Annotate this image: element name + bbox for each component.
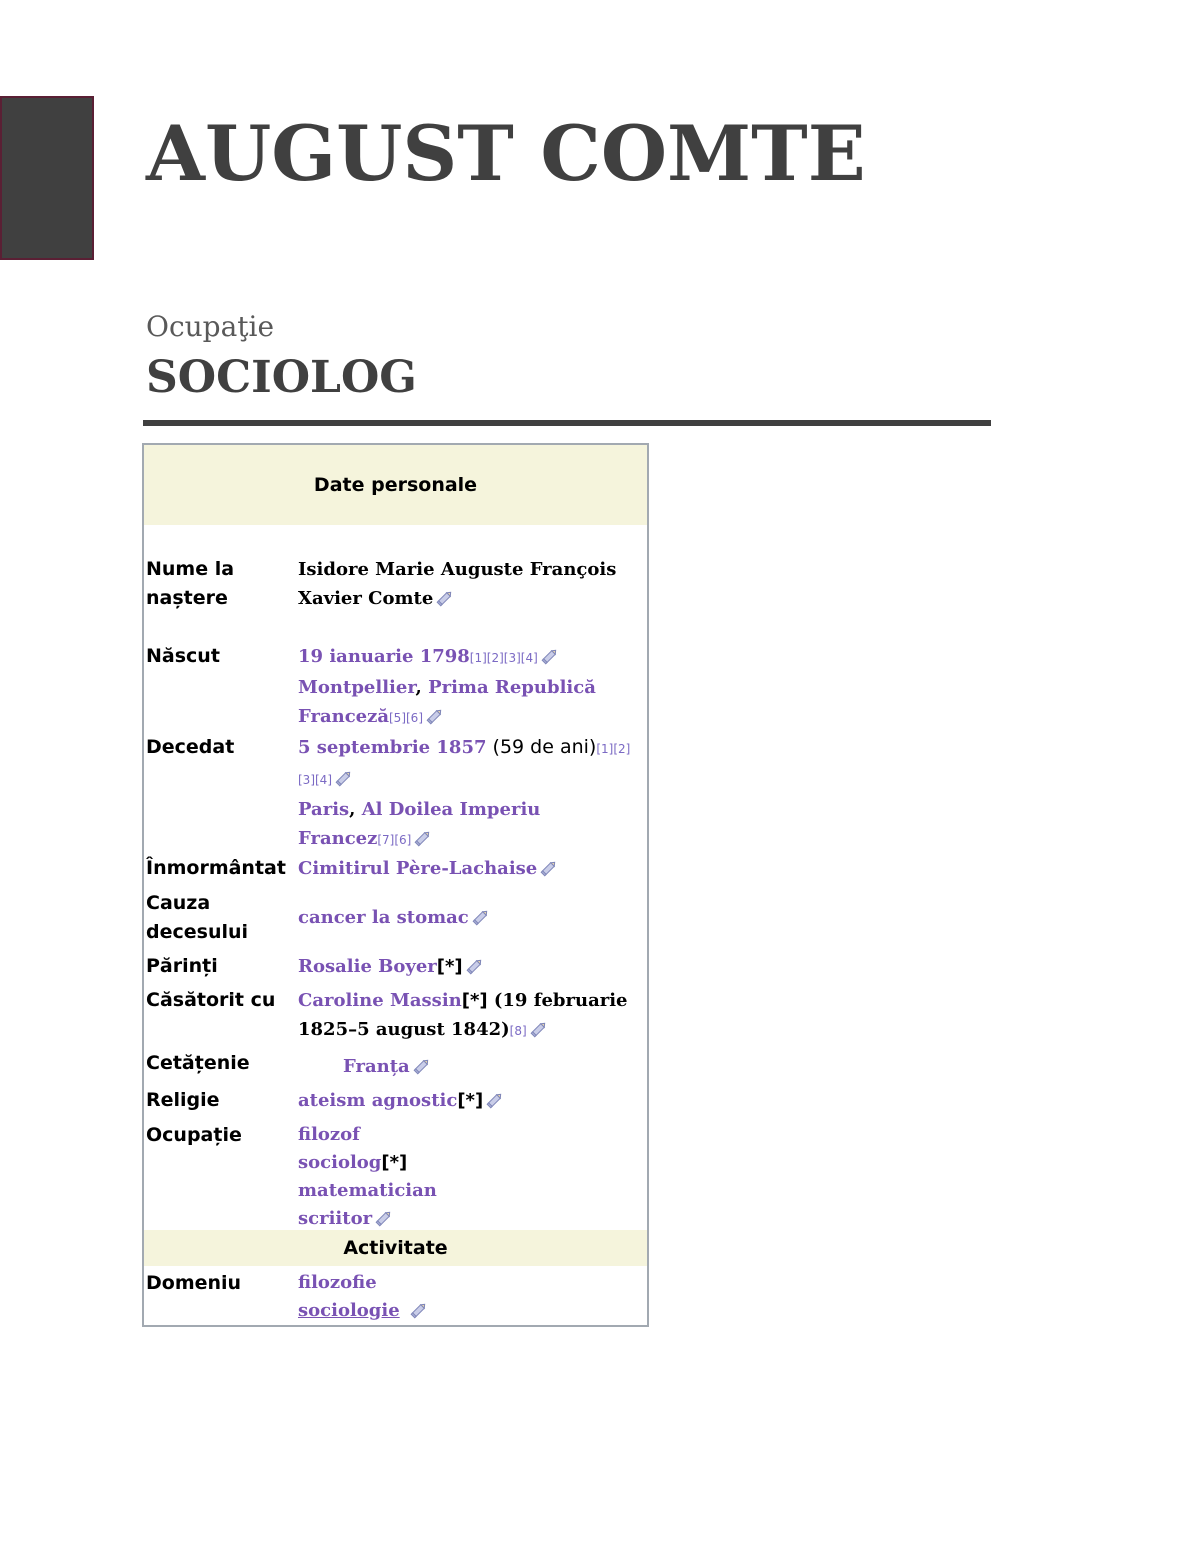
row-value bbox=[298, 733, 638, 855]
link-birth-country[interactable]: Prima Republică Franceză bbox=[298, 677, 596, 727]
refs[interactable]: [1][2][3][4] bbox=[298, 742, 631, 787]
infobox bbox=[142, 443, 649, 1327]
link-birth-date[interactable]: 19 ianuarie 1798 bbox=[298, 646, 470, 667]
link-domain[interactable]: sociologie bbox=[298, 1300, 400, 1321]
row-value bbox=[298, 1269, 638, 1325]
row-label: Nume la naștere bbox=[146, 558, 235, 609]
link-birth-place[interactable]: Montpellier bbox=[298, 677, 416, 698]
separator: , bbox=[349, 799, 362, 820]
row-label: Înmormântat bbox=[146, 857, 286, 879]
row-label: Religie bbox=[146, 1089, 220, 1111]
row-value bbox=[298, 1052, 683, 1081]
row-value bbox=[298, 854, 638, 883]
birth-name-text: Isidore Marie Auguste François Xavier Comte bbox=[298, 559, 617, 609]
refs[interactable]: [1][2][3][4] bbox=[469, 651, 538, 665]
star-ref[interactable]: [*] bbox=[457, 1090, 484, 1111]
pencil-icon[interactable] bbox=[530, 1018, 548, 1036]
link-death-place[interactable]: Paris bbox=[298, 799, 350, 820]
row-label: Născut bbox=[146, 645, 220, 667]
link-domain[interactable]: filozofie bbox=[298, 1272, 377, 1293]
link-death-country[interactable]: Al Doilea Imperiu Francez bbox=[298, 799, 541, 849]
link-religion[interactable]: ateism agnostic bbox=[298, 1090, 458, 1111]
pencil-icon[interactable] bbox=[466, 955, 484, 973]
link-cemetery[interactable]: Cimitirul Père-Lachaise bbox=[298, 858, 538, 879]
star-ref[interactable]: [*] bbox=[461, 990, 488, 1011]
link-spouse[interactable]: Caroline Massin bbox=[298, 990, 462, 1011]
pencil-icon[interactable] bbox=[486, 1089, 504, 1107]
link-citizenship[interactable]: Franța bbox=[343, 1056, 410, 1077]
pencil-icon[interactable] bbox=[414, 827, 432, 845]
row-value bbox=[298, 952, 638, 981]
link-occupation[interactable]: sociolog bbox=[298, 1152, 382, 1173]
accent-block bbox=[0, 96, 94, 260]
divider-rule bbox=[143, 420, 991, 426]
occupation-value: SOCIOLOG bbox=[146, 352, 417, 403]
row-value bbox=[298, 1086, 638, 1115]
infobox-header-personal: Date personale bbox=[144, 445, 647, 525]
link-parent[interactable]: Rosalie Boyer bbox=[298, 956, 437, 977]
link-occupation[interactable]: filozof bbox=[298, 1124, 360, 1145]
pencil-icon[interactable] bbox=[335, 767, 353, 785]
row-value bbox=[298, 1121, 638, 1233]
pencil-icon[interactable] bbox=[375, 1208, 393, 1226]
pencil-icon[interactable] bbox=[410, 1300, 428, 1318]
refs[interactable]: [7][6] bbox=[377, 833, 412, 847]
pencil-icon[interactable] bbox=[541, 645, 559, 663]
row-value bbox=[298, 903, 638, 932]
separator: , bbox=[415, 677, 429, 698]
link-death-date[interactable]: 5 septembrie 1857 bbox=[298, 737, 487, 758]
pencil-icon[interactable] bbox=[472, 906, 490, 924]
star-ref[interactable]: [*] bbox=[436, 956, 463, 977]
page-title: AUGUST COMTE bbox=[146, 109, 866, 198]
row-value bbox=[298, 642, 638, 733]
pencil-icon[interactable] bbox=[436, 587, 454, 605]
infobox-header-activity: Activitate bbox=[144, 1230, 647, 1266]
row-label: Decedat bbox=[146, 736, 235, 758]
occupation-label: Ocupaţie bbox=[146, 310, 275, 343]
refs[interactable]: [5][6] bbox=[389, 711, 423, 725]
row-value bbox=[298, 555, 638, 613]
marriage-period: (19 februarie 1825–5 august 1842) bbox=[298, 990, 628, 1040]
age-text: (59 de ani) bbox=[486, 736, 597, 758]
refs[interactable]: [8] bbox=[509, 1024, 527, 1038]
row-label: Părinți bbox=[146, 955, 218, 977]
row-label: Cetățenie bbox=[146, 1052, 250, 1074]
pencil-icon[interactable] bbox=[540, 857, 558, 875]
row-label: Cauza decesului bbox=[146, 892, 249, 943]
row-label: Domeniu bbox=[146, 1272, 242, 1294]
star-ref[interactable]: [*] bbox=[381, 1152, 408, 1173]
row-label: Căsătorit cu bbox=[146, 989, 276, 1011]
link-occupation[interactable]: matematician bbox=[298, 1180, 437, 1201]
row-label: Ocupație bbox=[146, 1124, 242, 1146]
link-cause[interactable]: cancer la stomac bbox=[298, 907, 469, 928]
pencil-icon[interactable] bbox=[426, 705, 444, 723]
row-value bbox=[298, 986, 638, 1046]
link-occupation[interactable]: scriitor bbox=[298, 1208, 373, 1229]
pencil-icon[interactable] bbox=[413, 1055, 431, 1073]
